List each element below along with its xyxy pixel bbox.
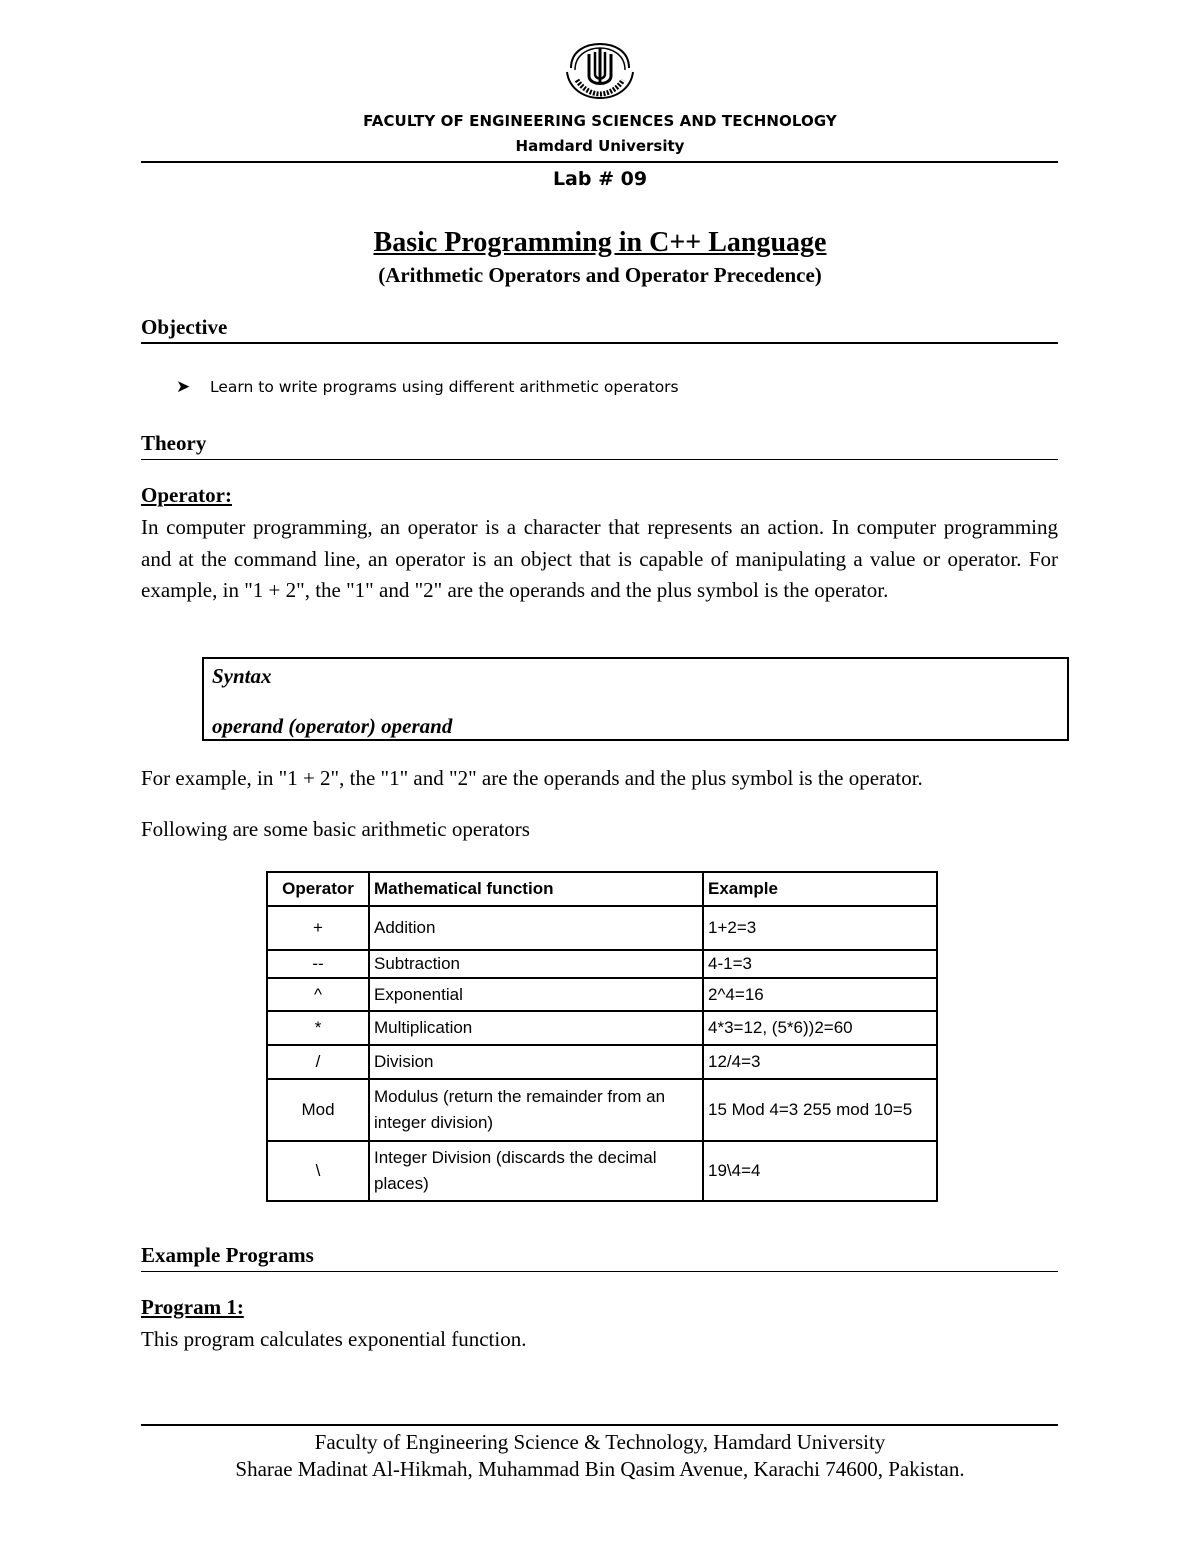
table-cell: Multiplication: [369, 1011, 703, 1045]
table-cell: /: [267, 1045, 369, 1079]
footer-line-2: Sharae Madinat Al-Hikmah, Muhammad Bin Qasim Avenue, Karachi 74600, Pakistan.: [235, 1457, 965, 1481]
table-cell: Division: [369, 1045, 703, 1079]
table-cell: Modulus (return the remainder from an integer division): [369, 1079, 703, 1141]
objective-text: Learn to write programs using different arithmetic operators: [210, 378, 679, 396]
table-cell: Integer Division (discards the decimal places): [369, 1141, 703, 1201]
table-cell: 4-1=3: [703, 950, 937, 978]
university-name: Hamdard University: [515, 137, 685, 155]
table-cell: 12/4=3: [703, 1045, 937, 1079]
column-header: Mathematical function: [369, 872, 703, 906]
theory-heading: Theory: [141, 431, 207, 455]
page-subtitle: (Arithmetic Operators and Operator Precedence): [378, 263, 822, 287]
footer-line-1: Faculty of Engineering Science & Technology, Hamdard University: [314, 1430, 886, 1454]
table-cell: 1+2=3: [703, 906, 937, 950]
arrow-bullet-icon: ➤: [176, 377, 191, 397]
table-cell: \: [267, 1141, 369, 1201]
table-cell: 2^4=16: [703, 978, 937, 1011]
table-row: [267, 950, 937, 978]
lab-number: Lab # 09: [552, 168, 648, 190]
table-header-row: [267, 872, 937, 906]
operator-heading: Operator:: [141, 483, 232, 507]
footer-divider: [141, 1424, 1058, 1426]
page-title: Basic Programming in C++ Language: [373, 227, 827, 258]
table-cell: 4*3=12, (5*6))2=60: [703, 1011, 937, 1045]
university-seal-icon: [563, 42, 637, 106]
table-cell: Mod: [267, 1079, 369, 1141]
table-row: [267, 978, 937, 1011]
column-header: Operator: [267, 872, 369, 906]
table-cell: 19\4=4: [703, 1141, 937, 1201]
table-cell: 15 Mod 4=3 255 mod 10=5: [703, 1079, 937, 1141]
table-cell: Subtraction: [369, 950, 703, 978]
table-cell: ^: [267, 978, 369, 1011]
program1-description: This program calculates exponential function.: [141, 1327, 527, 1351]
objective-divider: [141, 342, 1058, 344]
faculty-name: FACULTY OF ENGINEERING SCIENCES AND TECHNOLOGY: [363, 112, 837, 130]
table-row: [267, 1045, 937, 1079]
table-cell: Exponential: [369, 978, 703, 1011]
table-cell: Addition: [369, 906, 703, 950]
syntax-form: operand (operator) operand: [212, 714, 453, 738]
table-cell: --: [267, 950, 369, 978]
objective-heading: Objective: [141, 315, 228, 339]
table-row: [267, 1011, 937, 1045]
operator-paragraph: In computer programming, an operator is a character that represents an action. In computer programming and at the command line, an operator is an object that is capable of manipulating a value or operator. For example, in "1 + 2", the "1" and "2" are the operands and the plus symbol is the operator.: [141, 515, 1058, 602]
header-divider: [141, 161, 1058, 163]
objective-item: [176, 377, 679, 397]
table-row: [267, 906, 937, 950]
syntax-box: [202, 657, 1069, 741]
table-cell: *: [267, 1011, 369, 1045]
operators-intro: Following are some basic arithmetic operators: [141, 817, 530, 841]
program1-heading: Program 1:: [141, 1295, 244, 1319]
table-row: [267, 1079, 937, 1141]
theory-divider: [141, 459, 1058, 460]
table-row: [267, 1141, 937, 1201]
example-programs-heading: Example Programs: [141, 1243, 314, 1267]
table-cell: +: [267, 906, 369, 950]
operators-table: [266, 871, 938, 1202]
example-line: For example, in "1 + 2", the "1" and "2" are the operands and the plus symbol is the operator.: [141, 766, 923, 790]
syntax-label: Syntax: [212, 664, 272, 688]
column-header: Example: [703, 872, 937, 906]
examples-divider: [141, 1271, 1058, 1272]
